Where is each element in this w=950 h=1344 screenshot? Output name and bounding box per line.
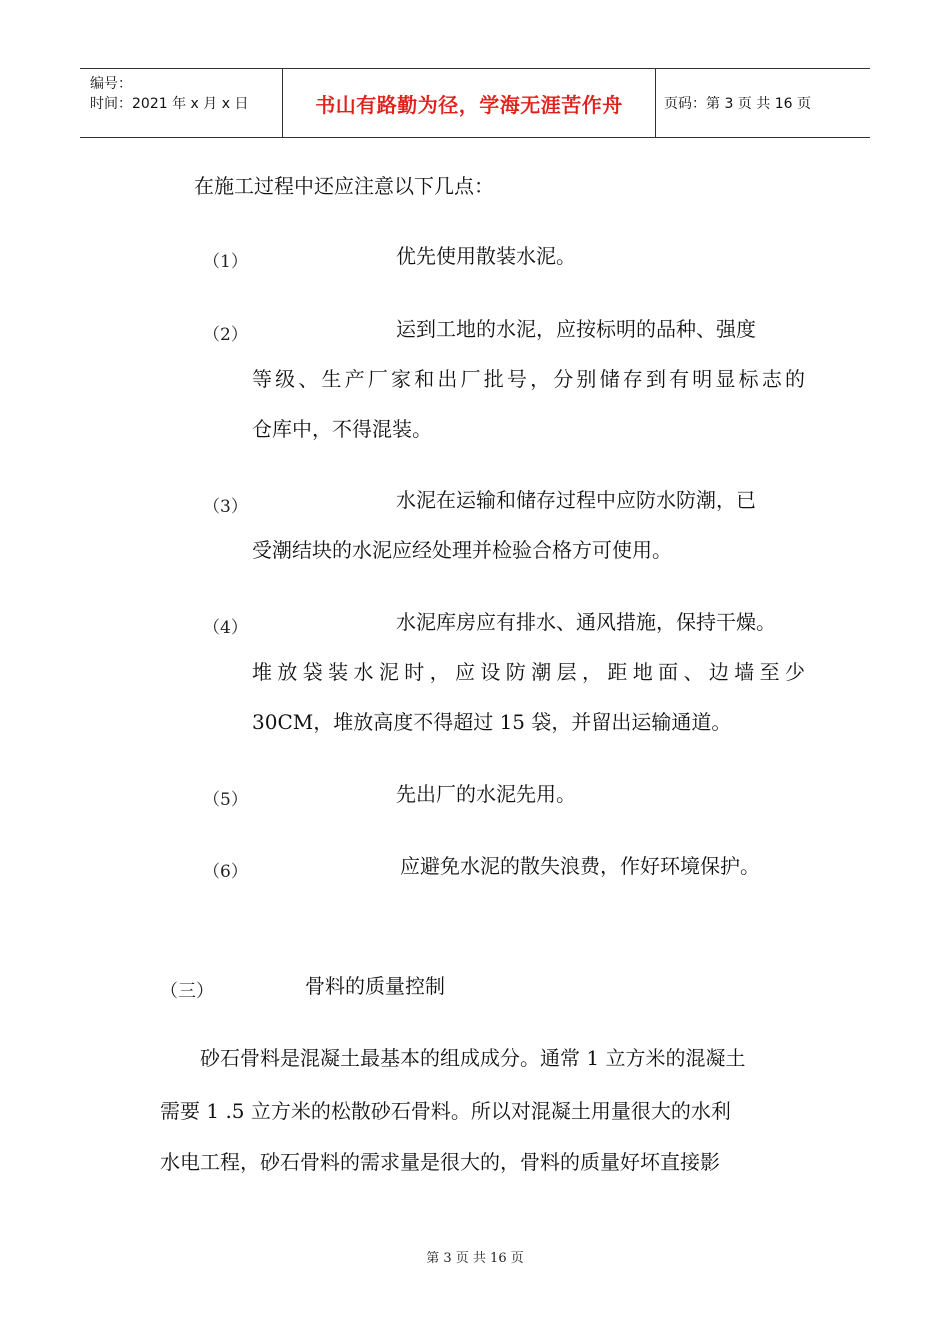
- item-4-line-3: 30CM，堆放高度不得超过 15 袋，并留出运输通道。: [252, 710, 732, 734]
- header-meta: [80, 69, 282, 137]
- item-2-line-2: 等级、生产厂家和出厂批号，分别储存到有明显标志的: [252, 367, 805, 391]
- item-number-5: （5）: [203, 790, 248, 810]
- page-header: [80, 68, 870, 138]
- header-motto: 书山有路勤为径，学海无涯苦作舟: [315, 92, 623, 117]
- document-date-label: 时间：2021 年 x 月 x 日: [90, 96, 249, 112]
- page-footer: 第 3 页 共 16 页: [426, 1251, 524, 1266]
- item-4-line-2: 堆放袋装水泥时，应设防潮层，距地面、边墙至少: [252, 660, 805, 684]
- item-4-line-1: 水泥库房应有排水、通风措施，保持干燥。: [396, 610, 776, 634]
- item-6-line-1: 应避免水泥的散失浪费，作好环境保护。: [400, 854, 760, 878]
- paragraph-line-3: 水电工程，砂石骨料的需求量是很大的，骨料的质量好坏直接影: [160, 1150, 720, 1174]
- item-5-line-1: 先出厂的水泥先用。: [396, 782, 576, 806]
- item-number-1: （1）: [203, 252, 248, 272]
- item-number-4: （4）: [203, 618, 248, 638]
- header-page-label: 页码：第 3 页 共 16 页: [664, 96, 811, 112]
- item-1-line-1: 优先使用散装水泥。: [396, 244, 576, 268]
- header-page-indicator: [656, 69, 870, 137]
- document-number-label: 编号：: [90, 76, 132, 92]
- item-2-line-1: 运到工地的水泥，应按标明的品种、强度: [396, 317, 756, 341]
- header-motto-cell: [282, 69, 656, 137]
- item-3-line-2: 受潮结块的水泥应经处理并检验合格方可使用。: [252, 538, 672, 562]
- item-number-3: （3）: [203, 497, 248, 517]
- intro-text: 在施工过程中还应注意以下几点：: [194, 174, 494, 198]
- paragraph-line-2: 需要 1 .5 立方米的松散砂石骨料。所以对混凝土用量很大的水利: [160, 1099, 731, 1123]
- item-number-6: （6）: [203, 862, 248, 882]
- paragraph-line-1: 砂石骨料是混凝土最基本的组成成分。通常 1 立方米的混凝土: [200, 1046, 746, 1070]
- item-number-2: （2）: [203, 325, 248, 345]
- section-title: 骨料的质量控制: [305, 974, 445, 998]
- section-number: （三）: [160, 981, 214, 1002]
- item-3-line-1: 水泥在运输和储存过程中应防水防潮，已: [396, 488, 756, 512]
- item-2-line-3: 仓库中，不得混装。: [252, 417, 432, 441]
